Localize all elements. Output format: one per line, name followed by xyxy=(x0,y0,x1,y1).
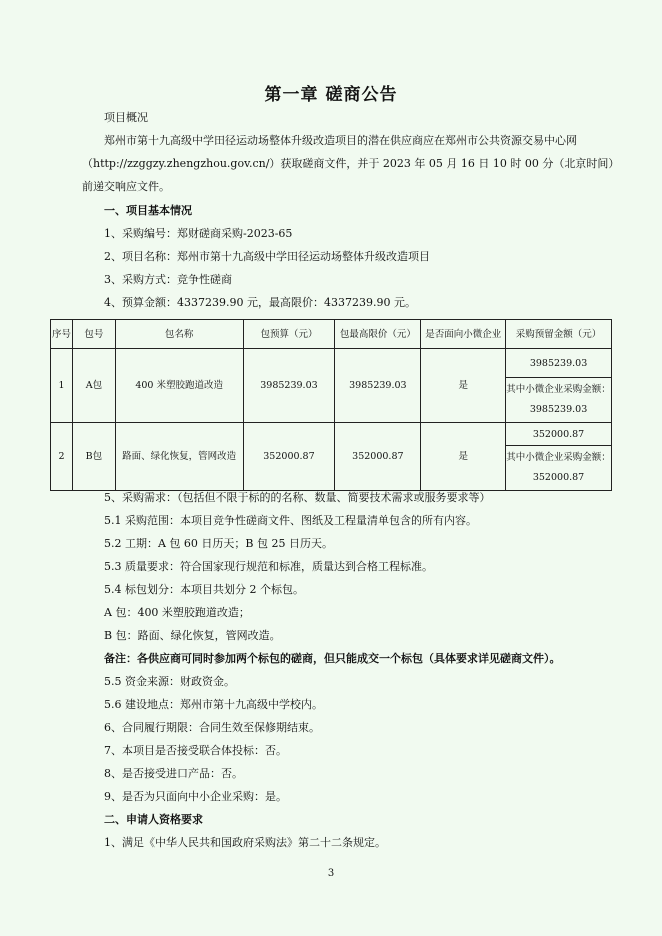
item-b: B 包：路面、绿化恢复，管网改造。 xyxy=(104,629,281,642)
section1-heading: 一、项目基本情况 xyxy=(104,204,192,217)
item-3: 3、采购方式：竞争性磋商 xyxy=(104,273,232,286)
item-7: 7、本项目是否接受联合体投标：否。 xyxy=(104,744,287,757)
cell-sme: 是 xyxy=(421,423,506,491)
item-6: 6、合同履行期限：合同生效至保修期结束。 xyxy=(104,721,320,734)
item-2: 2、项目名称：郑州市第十九高级中学田径运动场整体升级改造项目 xyxy=(104,250,430,263)
item-1: 1、采购编号：郑财磋商采购-2023-65 xyxy=(104,227,293,240)
cell-reserve: 3985239.03 xyxy=(506,349,612,378)
overview-label: 项目概况 xyxy=(104,111,148,124)
reserve-label: 其中小微企业采购金额： xyxy=(506,384,611,395)
item-5-6: 5.6 建设地点：郑州市第十九高级中学校内。 xyxy=(104,698,323,711)
table-header: 包预算（元） xyxy=(243,320,335,349)
table-header: 序号 xyxy=(51,320,73,349)
cell-reserve: 352000.87 xyxy=(506,423,612,446)
cell-pkg: A包 xyxy=(72,349,115,423)
cell-no: 1 xyxy=(51,349,73,423)
item-8: 8、是否接受进口产品：否。 xyxy=(104,767,243,780)
note: 备注：各供应商可同时参加两个标包的磋商，但只能成交一个标包（具体要求详见磋商文件）。 xyxy=(104,652,561,665)
table-row xyxy=(51,349,612,378)
table-header: 采购预留金额（元） xyxy=(506,320,612,349)
cell-max: 352000.87 xyxy=(335,423,421,491)
reserve-sme-value: 3985239.03 xyxy=(529,404,588,415)
page-title: 第一章 磋商公告 xyxy=(264,85,398,105)
page-number: 3 xyxy=(327,868,335,879)
item-5: 5、采购需求：（包括但不限于标的的名称、数量、简要技术需求或服务要求等） xyxy=(104,491,491,504)
reserve-sme-value: 352000.87 xyxy=(532,472,585,483)
cell-name: 400 米塑胶跑道改造 xyxy=(115,349,243,423)
item-9: 9、是否为只面向中小企业采购：是。 xyxy=(104,790,287,803)
table-header: 包名称 xyxy=(115,320,243,349)
requirement-1: 1、满足《中华人民共和国政府采购法》第二十二条规定。 xyxy=(104,836,386,849)
item-a: A 包：400 米塑胶跑道改造； xyxy=(104,606,250,619)
cell-budget: 3985239.03 xyxy=(243,349,335,423)
package-table xyxy=(50,319,612,491)
overview-text: 郑州市第十九高级中学田径运动场整体升级改造项目的潜在供应商应在郑州市公共资源交易中心网（http://zzggzy.zhengzhou.gov.cn/）获取磋商文件，并于 2023 年 05 月 16 日 10 时 00 分（北京时间）前递交响应文件。 xyxy=(82,134,614,193)
cell-reserve-sme xyxy=(506,378,612,423)
section2-heading: 二、申请人资格要求 xyxy=(104,813,203,826)
cell-no: 2 xyxy=(51,423,73,491)
table-header: 包最高限价（元） xyxy=(335,320,421,349)
cell-sme: 是 xyxy=(421,349,506,423)
item-4: 4、预算金额：4337239.90 元，最高限价：4337239.90 元。 xyxy=(104,296,416,309)
cell-max: 3985239.03 xyxy=(335,349,421,423)
cell-reserve-sme xyxy=(506,446,612,491)
table-row xyxy=(51,423,612,446)
cell-name: 路面、绿化恢复，管网改造 xyxy=(115,423,243,491)
item-5-1: 5.1 采购范围：本项目竞争性磋商文件、图纸及工程量清单包含的所有内容。 xyxy=(104,514,477,527)
table-header: 是否面向小微企业 xyxy=(421,320,506,349)
table-header: 包号 xyxy=(72,320,115,349)
item-5-2: 5.2 工期：A 包 60 日历天；B 包 25 日历天。 xyxy=(104,537,333,550)
cell-pkg: B包 xyxy=(72,423,115,491)
cell-budget: 352000.87 xyxy=(243,423,335,491)
item-5-5: 5.5 资金来源：财政资金。 xyxy=(104,675,235,688)
table-header-row xyxy=(51,320,612,349)
item-5-4: 5.4 标包划分：本项目共划分 2 个标包。 xyxy=(104,583,304,596)
reserve-label: 其中小微企业采购金额： xyxy=(506,452,611,463)
item-5-3: 5.3 质量要求：符合国家现行规范和标准，质量达到合格工程标准。 xyxy=(104,560,433,573)
